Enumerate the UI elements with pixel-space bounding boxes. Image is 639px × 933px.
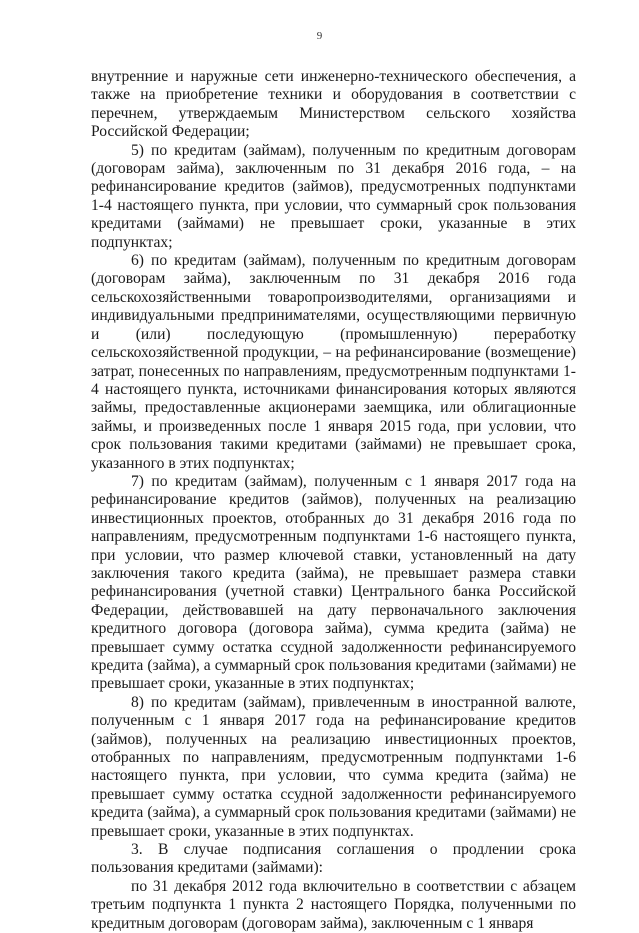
document-body — [91, 68, 576, 933]
paragraph-continuation: внутренние и наружные сети инженерно-технического обеспечения, а также на приобретение техники и оборудования в соответствии с перечнем, утверждаемым Министерством сельского хозяйства Российской Федерации; — [91, 68, 576, 141]
paragraph-section-3-item: по 31 декабря 2012 года включительно в соответствии с абзацем третьим подпункта 1 пункта 2 настоящего Порядка, полученными по кредитным договорам (договорам займа), заключенным с 1 января — [91, 877, 576, 932]
paragraph-item-8: 8) по кредитам (займам), привлеченным в иностранной валюте, полученным с 1 января 2017 года на рефинансирование кредитов (займов), полученных на реализацию инвестиционных проектов, отобранных по направлениям, предусмотренным подпунктами 1-6 настоящего пункта, при условии, что сумма кредита (займа) не превышает сумму остатка ссудной задолженности рефинансируемого кредита (займа), а суммарный срок пользования кредитами (займами) не превышает сроки, указанные в этих подпунктах. — [91, 693, 576, 840]
paragraph-item-6: 6) по кредитам (займам), полученным по кредитным договорам (договорам займа), заключенным по 31 декабря 2016 года сельскохозяйственными товаропроизводителями, организациями и индивидуальными предпринимателями, осуществляющими первичную и (или) последующую (промышленную) переработку сельскохозяйственной продукции, – на рефинансирование (возмещение) затрат, понесенных по направлениям, предусмотренным подпунктами 1-4 настоящего пункта, источниками финансирования которых являются займы, предоставленные акционерами заемщика, или облигационные займы, и произведенных после 1 января 2015 года, при условии, что срок пользования такими кредитами (займами) не превышает срока, указанного в этих подпунктах; — [91, 252, 576, 472]
paragraph-section-3: 3. В случае подписания соглашения о продлении срока пользования кредитами (займами): — [91, 841, 576, 877]
paragraph-item-5: 5) по кредитам (займам), полученным по кредитным договорам (договорам займа), заключенным по 31 декабря 2016 года, – на рефинансирование кредитов (займов), предусмотренных подпунктами 1-4 настоящего пункта, при условии, что суммарный срок пользования кредитами (займами) не превышает сроки, указанные в этих подпунктах; — [91, 141, 576, 251]
paragraph-item-7: 7) по кредитам (займам), полученным с 1 января 2017 года на рефинансирование кредитов (займов), полученных на реализацию инвестиционных проектов, отобранных до 31 декабря 2016 года по направлениям, предусмотренным подпунктами 1-6 настоящего пункта, при условии, что размер ключевой ставки, установленный на дату заключения такого кредита (займа), не превышает размера ставки рефинансирования (учетной ставки) Центрального банка Российской Федерации, действовавшей на дату первоначального заключения кредитного договора (договора займа), сумма кредита (займа) не превышает сумму остатка ссудной задолженности рефинансируемого кредита (займа), а суммарный срок пользования кредитами (займами) не превышает сроки, указанные в этих подпунктах; — [91, 472, 576, 693]
page-number: 9 — [316, 30, 323, 42]
